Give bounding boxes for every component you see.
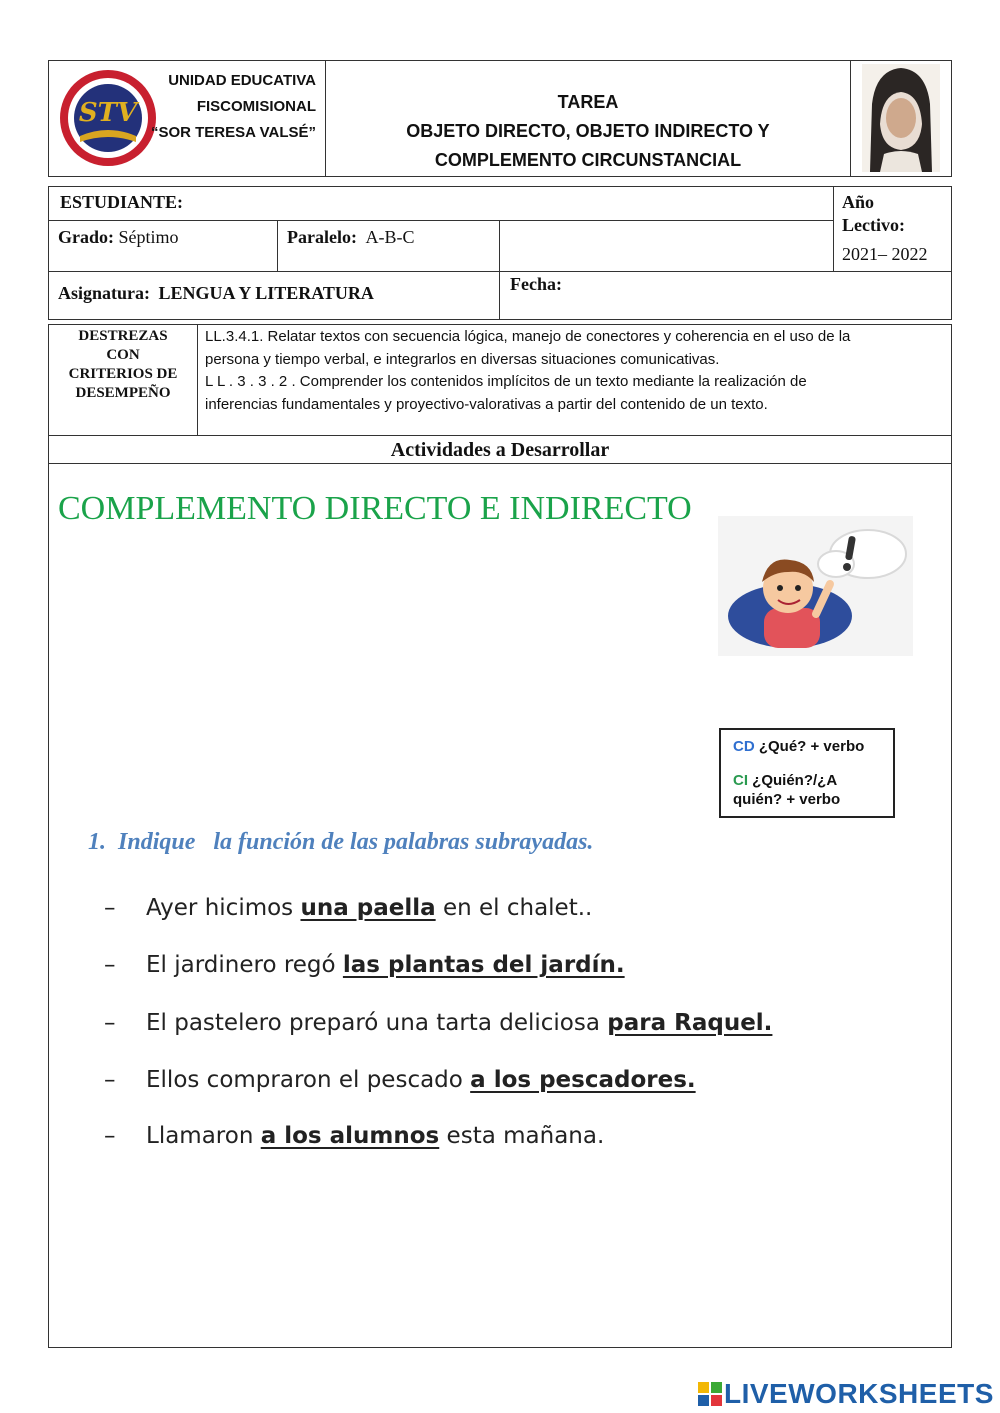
section-title: COMPLEMENTO DIRECTO E INDIRECTO [58, 490, 692, 527]
activities-header: Actividades a Desarrollar [390, 439, 610, 461]
destrezas-label-line4: DESEMPEÑO [75, 385, 171, 401]
info-vline-anio [833, 186, 834, 271]
liveworksheets-brand: LIVEWORKSHEETS [724, 1378, 994, 1409]
info-vline-grado [277, 220, 278, 271]
destrezas-vline [197, 324, 198, 435]
sentence-underlined: a los alumnos [260, 1123, 440, 1149]
sentence-item [104, 1067, 696, 1093]
estudiante-field[interactable] [200, 192, 820, 216]
asignatura-label: Asignatura: [58, 283, 151, 303]
destrezas-label-line1: DESTREZAS [78, 328, 168, 344]
fecha-field[interactable] [580, 274, 940, 298]
asignatura-value: LENGUA Y LITERATURA [158, 283, 374, 303]
activities-hline [48, 463, 952, 464]
logo-monogram: STV [78, 98, 138, 128]
info-hline-1 [48, 220, 833, 221]
exercise-instruction [88, 829, 593, 856]
dash-bullet: – [104, 952, 116, 978]
dash-bullet: – [104, 895, 116, 921]
asignatura-cell [58, 283, 374, 304]
sentence-underlined: una paella [300, 895, 436, 921]
cd-ci-legend [719, 728, 895, 818]
destrezas-label-line2: CON [106, 347, 140, 363]
sentence-before: Llamaron [146, 1123, 261, 1149]
destreza-line: L L . 3 . 3 . 2 . Comprender los contenidos implícitos de un texto mediante la realización de [205, 373, 807, 390]
school-name-line1: UNIDAD EDUCATIVA [168, 72, 316, 89]
anio-value: 2021– 2022 [842, 244, 928, 264]
sentence-underlined: a los pescadores. [470, 1067, 696, 1093]
exercise-number: 1. [88, 829, 106, 855]
exercise-instruction-text: Indique la función de las palabras subrayadas. [118, 829, 594, 855]
cd-text: ¿Qué? + verbo [758, 738, 865, 755]
cd-row [733, 737, 893, 756]
info-vline-paralelo [499, 220, 500, 320]
liveworksheets-logo[interactable] [698, 1378, 994, 1410]
destreza-line: persona y tiempo verbal, e integrarlos en diversas situaciones comunicativas. [205, 350, 720, 368]
header-title-line2: OBJETO DIRECTO, OBJETO INDIRECTO Y [406, 121, 770, 141]
sentence-after: en el chalet.. [435, 895, 593, 921]
sentence-before: El pastelero preparó una tarta deliciosa [146, 1010, 608, 1036]
header-title-line3: COMPLEMENTO CIRCUNSTANCIAL [434, 150, 742, 170]
grado-label: Grado: [58, 227, 114, 247]
school-name-line2: FISCOMISIONAL [196, 98, 316, 115]
anio-label-2: Lectivo: [842, 215, 905, 235]
sentence-after: esta mañana. [439, 1123, 605, 1149]
cd-tag: CD [733, 738, 755, 755]
grado-value: Séptimo [118, 227, 179, 247]
sentence-item [104, 895, 592, 921]
estudiante-label: ESTUDIANTE: [60, 192, 184, 212]
sentence-before: Ellos compraron el pescado [146, 1067, 471, 1093]
school-logo [58, 68, 158, 168]
dash-bullet: – [104, 1067, 116, 1093]
destrezas-text [205, 326, 947, 416]
header-title-line1: TAREA [557, 92, 619, 112]
header-divider-2 [850, 60, 851, 177]
ci-text-1: ¿Quién?/¿A [752, 772, 838, 789]
grado-cell [58, 227, 179, 248]
paralelo-value: A-B-C [365, 227, 415, 247]
thinking-boy-illustration [718, 516, 913, 656]
sentence-item [104, 952, 625, 978]
info-hline-2 [48, 271, 952, 272]
dash-bullet: – [104, 1123, 116, 1149]
destrezas-hline [48, 435, 952, 436]
destrezas-label [49, 327, 197, 403]
dash-bullet: – [104, 1010, 116, 1036]
sentence-before: Ayer hicimos [146, 895, 301, 921]
paralelo-label: Paralelo: [287, 227, 357, 247]
sentence-underlined: para Raquel. [607, 1010, 773, 1036]
destreza-line: inferencias fundamentales y proyectivo-valorativas a partir del contenido de un texto. [205, 395, 768, 413]
sentence-underlined: las plantas del jardín. [342, 952, 625, 978]
paralelo-cell [287, 227, 414, 248]
saint-portrait [862, 64, 940, 172]
ci-text-2: quién? + verbo [733, 791, 841, 808]
liveworksheets-icon [698, 1382, 722, 1406]
sentence-item [104, 1010, 772, 1036]
anio-label-1: Año [842, 192, 875, 212]
school-name-line3: “SOR TERESA VALSÉ” [150, 124, 316, 141]
destreza-line: LL.3.4.1. Relatar textos con secuencia lógica, manejo de conectores y coherencia en el uso de la [205, 328, 851, 345]
destrezas-label-line3: CRITERIOS DE [68, 366, 178, 382]
sentence-before: El jardinero regó [146, 952, 343, 978]
ci-row [733, 771, 893, 790]
fecha-label: Fecha: [510, 274, 562, 294]
ci-tag: CI [733, 772, 748, 789]
sentence-item [104, 1123, 604, 1149]
